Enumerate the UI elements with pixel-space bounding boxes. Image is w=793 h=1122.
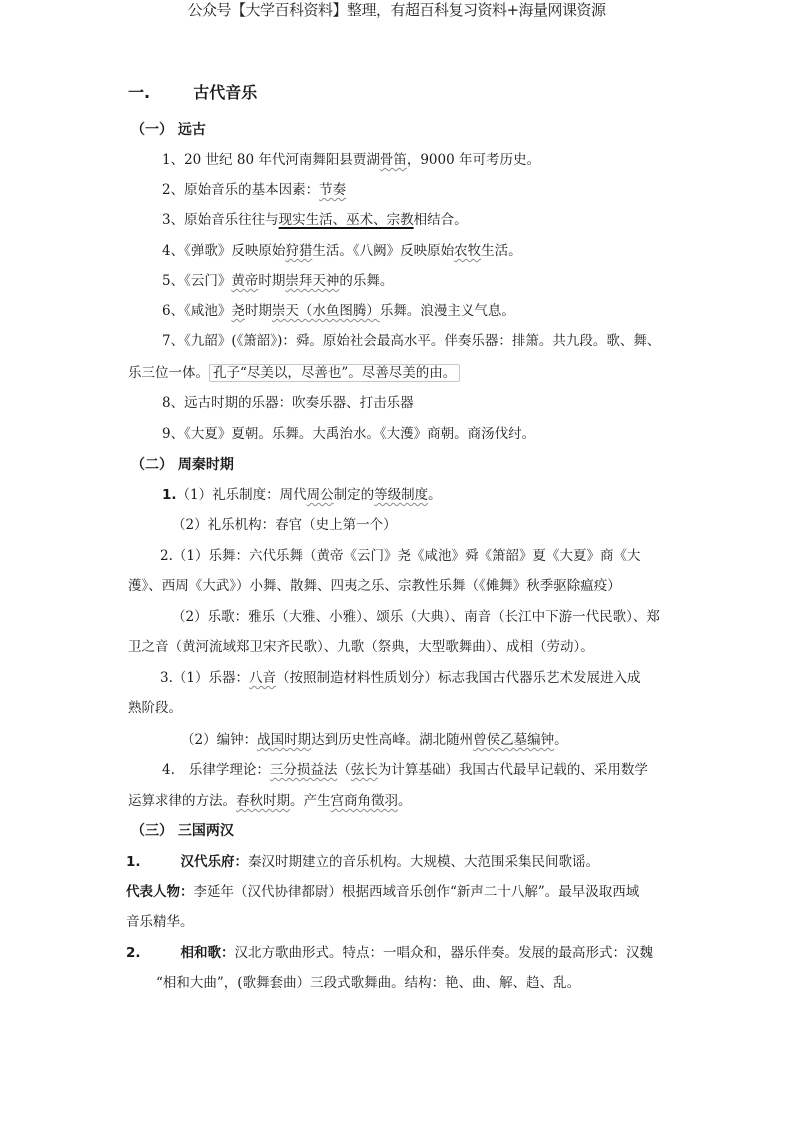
- text-span: 宫商角徵羽: [330, 793, 398, 809]
- text-span: （: [337, 762, 351, 778]
- text-span: 1.: [162, 487, 177, 503]
- text-span: 尧: [231, 303, 245, 319]
- text-span: 6、《咸池》: [162, 303, 232, 319]
- text-span: 周秦时期: [177, 457, 234, 473]
- text-span: 4.: [162, 762, 175, 778]
- text-span: 相和歌：: [180, 945, 235, 961]
- list-item: [126, 944, 653, 962]
- list-item: [162, 394, 414, 412]
- highlight-box: 孔子“尽美以，尽善也”。尽善尽美的由。: [209, 364, 460, 382]
- text-span: 黄帝: [231, 273, 259, 289]
- list-item: [172, 608, 660, 626]
- text-span: 现实生活、巫术、宗教: [278, 212, 414, 228]
- text-span: 3.（1）乐器：: [160, 670, 249, 686]
- text-span: 远古: [177, 122, 206, 138]
- list-item: [160, 547, 640, 565]
- list-item: [162, 211, 468, 229]
- text-span: 农牧: [454, 243, 482, 259]
- text-span: 崇天（水鱼图腾）: [271, 303, 380, 319]
- list-item: [126, 853, 599, 871]
- text-span: 乐律学理论：: [188, 762, 270, 778]
- list-item: [162, 425, 535, 443]
- list-item: [162, 302, 515, 320]
- text-span: 汉北方歌曲形式。特点：一唱众和，器乐伴奏。发展的最高形式：汉魏: [234, 945, 654, 961]
- text-span: 乐三位一体。: [128, 365, 209, 381]
- text-span: 5、《云门》: [162, 273, 232, 289]
- text-span: 相结合。: [413, 212, 468, 228]
- text-span: （2）乐歌：雅乐（大雅、小雅）、颂乐（大典）、南音（长江中下游一代民歌）、郑: [172, 609, 660, 625]
- section-heading: [131, 822, 234, 840]
- list-item-continuation: [128, 638, 594, 656]
- text-span: 达到历史性高峰。湖北随州: [311, 732, 474, 748]
- list-item: [160, 669, 640, 687]
- text-span: 。: [554, 732, 568, 748]
- text-span: 1、20 世纪 80 年代河南舞阳县贾湖: [162, 152, 380, 168]
- list-item-continuation: [128, 699, 182, 717]
- text-span: 周公: [306, 487, 334, 503]
- text-span: “相和大曲”，(歌舞套曲）三段式歌舞曲。结构：艳、曲、解、趋、乱。: [156, 975, 581, 991]
- text-span: 熟阶段。: [128, 700, 182, 716]
- text-span: 三分损益法: [269, 762, 338, 778]
- text-span: 崇拜天神: [285, 273, 340, 289]
- text-span: （按照制造材料性质划分）标志我国古代器乐艺术发展进入成: [275, 670, 641, 686]
- list-item-continuation: [128, 364, 460, 382]
- list-item-continuation: [128, 577, 621, 595]
- text-span: （2）礼乐机构：春官（史上第一个）: [172, 517, 397, 533]
- text-span: 狩猎: [285, 243, 313, 259]
- list-item: [162, 486, 442, 504]
- text-span: （一）: [131, 122, 173, 138]
- list-item-continuation: [128, 792, 412, 810]
- list-item: [162, 181, 346, 199]
- text-span: （1）礼乐制度：周代: [176, 487, 307, 503]
- text-span: 弦长: [350, 762, 378, 778]
- list-item: [172, 516, 397, 534]
- chapter-title: 古代音乐: [193, 83, 258, 102]
- text-span: 八音: [248, 670, 276, 686]
- section-heading: [131, 456, 234, 474]
- text-span: 2.: [126, 945, 141, 961]
- list-item: [181, 731, 568, 749]
- text-span: 3、原始音乐往往与: [162, 212, 279, 228]
- text-span: 节奏: [319, 182, 347, 198]
- text-span: （三）: [131, 823, 173, 839]
- text-span: 。: [428, 487, 442, 503]
- text-span: 春秋时期: [236, 793, 290, 809]
- text-span: 代表人物：: [126, 884, 194, 900]
- text-span: 2.（1）乐舞：六代乐舞（黄帝《云门》尧《咸池》舜《箫韶》夏《大夏》商《大: [160, 548, 641, 564]
- text-span: 时期: [258, 273, 286, 289]
- text-span: 曾侯乙墓编钟: [473, 732, 555, 748]
- text-span: 等级制度: [374, 487, 429, 503]
- text-span: 9、《大夏》夏朝。乐舞。大禹治水。《大濩》商朝。商汤伐纣。: [162, 426, 536, 442]
- list-item: [162, 151, 540, 169]
- text-span: 秦汉时期建立的音乐机构。大规模、大范围采集民间歌谣。: [248, 854, 600, 870]
- list-item: [162, 242, 522, 260]
- text-span: 。产生: [290, 793, 331, 809]
- list-item: [162, 332, 660, 350]
- text-span: 运算求律的方法。: [128, 793, 236, 809]
- chapter-heading: [128, 84, 257, 102]
- page-header-banner: 公众号【大学百科资料】整理，有超百科复习资料+海量网课资源: [187, 1, 606, 19]
- text-span: ，9000 年可考历史。: [406, 152, 540, 168]
- text-span: （二）: [131, 457, 173, 473]
- text-span: 生活。: [481, 243, 522, 259]
- text-span: 卫之音（黄河流域郑卫宋齐民歌）、九歌（祭典，大型歌舞曲）、成相（劳动）。: [128, 639, 594, 655]
- list-item-continuation: [126, 913, 194, 931]
- list-item-continuation: [156, 974, 580, 992]
- text-span: 1.: [126, 854, 141, 870]
- list-item: [162, 761, 648, 779]
- text-span: 乐舞。浪漫主义气息。: [379, 303, 515, 319]
- text-span: 音乐精华。: [126, 914, 194, 930]
- text-span: 。: [398, 793, 412, 809]
- list-item: [126, 883, 639, 901]
- text-span: 制定的: [333, 487, 375, 503]
- list-item: [162, 272, 393, 290]
- text-span: 的乐舞。: [339, 273, 394, 289]
- text-span: 生活。《八阙》反映原始: [312, 243, 455, 259]
- text-span: 李延年（汉代协律都尉）根据西域音乐创作“新声二十八解”。最早汲取西域: [193, 884, 640, 900]
- text-span: 骨笛: [379, 152, 407, 168]
- text-span: 战国时期: [257, 732, 312, 748]
- text-span: （2）编钟：: [181, 732, 258, 748]
- chapter-number: 一.: [128, 83, 151, 102]
- text-span: 为计算基础）我国古代最早记载的、采用数学: [377, 762, 648, 778]
- text-span: 三国两汉: [177, 823, 234, 839]
- section-heading: [131, 121, 206, 139]
- text-span: 8、远古时期的乐器：吹奏乐器、打击乐器: [162, 395, 414, 411]
- text-span: 4、《弹歌》反映原始: [162, 243, 286, 259]
- text-span: 7、《九韶》(《箫韶》)：舜。原始社会最高水平。伴奏乐器：排箫。共九段。歌、舞、: [162, 333, 661, 349]
- text-span: 濩》、西周《大武》）小舞、散舞、四夷之乐、宗教性乐舞（《傩舞》秋季驱除瘟疫）: [128, 578, 621, 594]
- text-span: 2、原始音乐的基本因素：: [162, 182, 320, 198]
- text-span: 汉代乐府：: [180, 854, 249, 870]
- text-span: 时期: [244, 303, 272, 319]
